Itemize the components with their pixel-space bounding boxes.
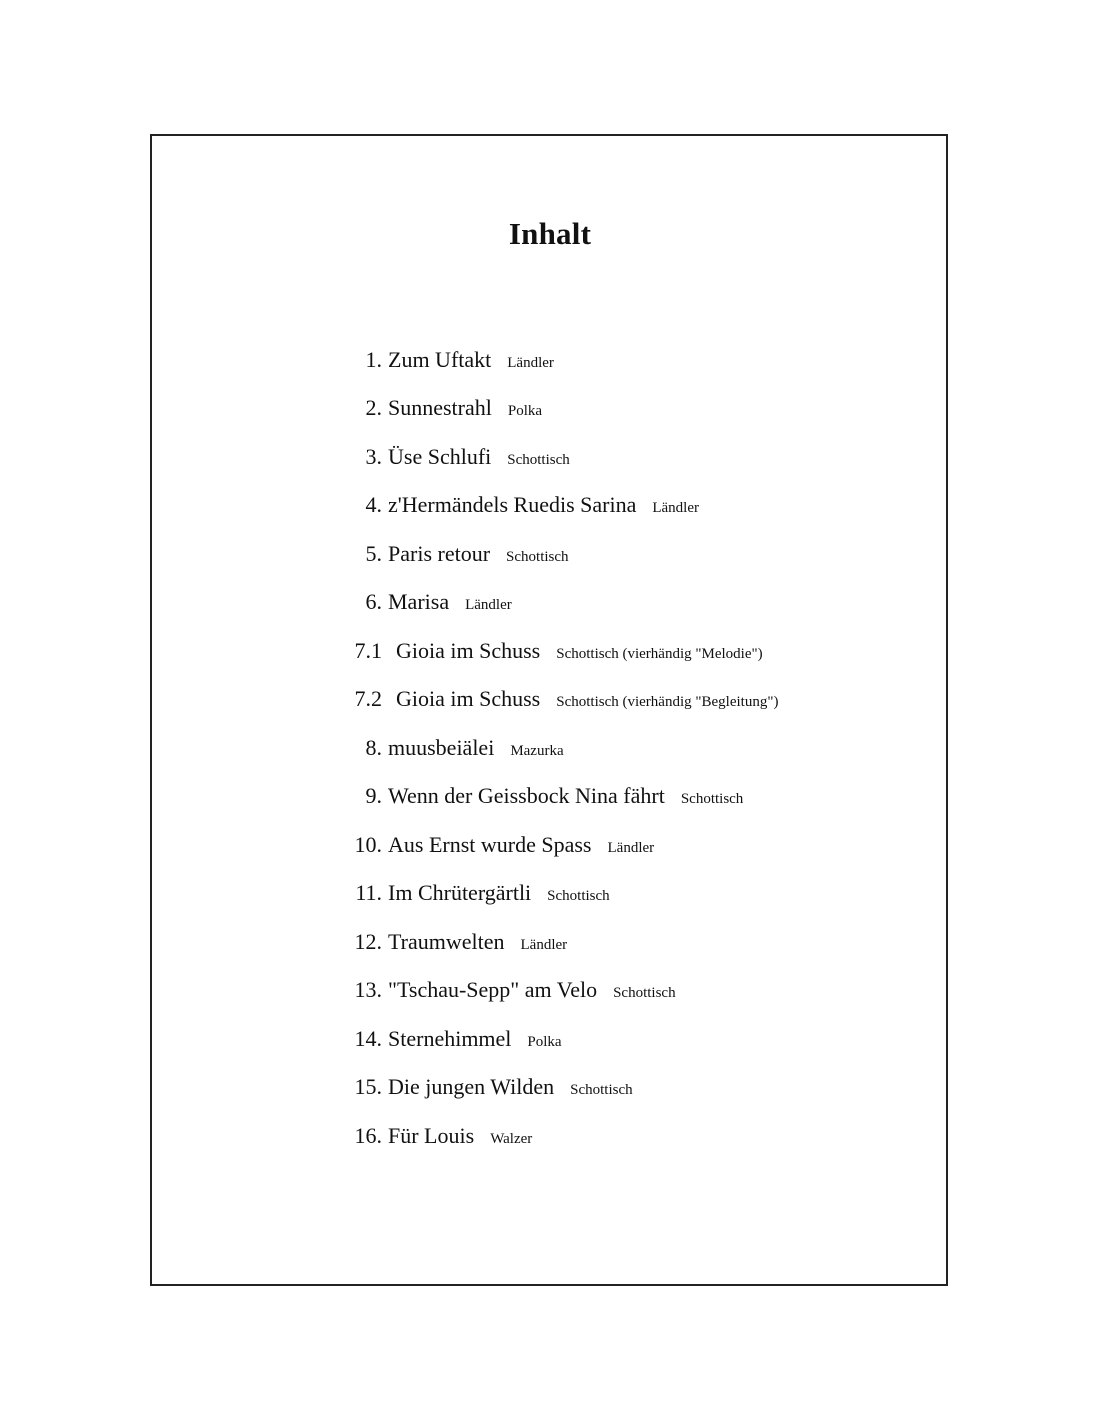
toc-entry-genre: Schottisch (vierhändig "Melodie") [556, 646, 763, 662]
toc-entry-number: 15. [354, 1074, 382, 1099]
toc-entry-number: 7.1 [354, 638, 382, 663]
toc-entry-genre: Ländler [652, 500, 699, 516]
toc-entry [300, 728, 564, 768]
toc-entry [300, 922, 567, 962]
toc-entry-genre: Schottisch (vierhändig "Begleitung") [556, 694, 779, 710]
toc-entry-title: Zum Uftakt [388, 347, 492, 372]
toc-entry-genre: Schottisch [680, 791, 744, 807]
toc-entry-genre: Polka [507, 403, 543, 419]
toc-entry-number: 7.2 [354, 686, 382, 711]
toc-entry-number: 3. [365, 444, 382, 469]
toc-entry-genre: Ländler [607, 840, 655, 856]
toc-entry-title: Aus Ernst wurde Spass [388, 832, 592, 857]
toc-entry-title: Gioia im Schuss [396, 638, 541, 663]
toc-entry-number: 8. [365, 735, 382, 760]
toc-entry [300, 437, 570, 477]
toc-entry-title: Für Louis [388, 1123, 475, 1148]
toc-entry-genre: Ländler [507, 355, 554, 371]
toc-entry-title: "Tschau-Sepp" am Velo [388, 977, 598, 1002]
toc-entry-genre: Ländler [520, 937, 568, 953]
page-title: Inhalt [508, 216, 592, 251]
toc-entry-number: 4. [365, 492, 382, 517]
toc-entry-title: Üse Schlufi [388, 444, 492, 469]
toc-entry [300, 340, 554, 380]
toc-entry [300, 582, 512, 622]
toc-entry-title: Sunnestrahl [388, 395, 492, 420]
toc-entry-genre: Schottisch [613, 985, 676, 1001]
toc-entry-number: 16. [354, 1123, 382, 1148]
toc-entry [300, 1019, 562, 1059]
toc-entry-genre: Schottisch [506, 549, 569, 565]
toc-entry-genre: Ländler [465, 597, 512, 613]
toc-entry-number: 9. [365, 783, 382, 808]
toc-entry-title: Traumwelten [388, 929, 505, 954]
toc-entry [300, 485, 699, 525]
toc-entry-genre: Schottisch [570, 1082, 633, 1098]
toc-entry [300, 631, 763, 671]
toc-entry-title: muusbeiälei [388, 735, 495, 760]
toc-entry [300, 873, 610, 913]
toc-entry [300, 388, 542, 428]
toc-entry [300, 1116, 532, 1156]
toc-entry [300, 534, 569, 574]
toc-entry [300, 679, 778, 719]
toc-entry-number: 12. [354, 929, 382, 954]
toc-entry [300, 1067, 633, 1107]
toc-entry-title: Sternehimmel [388, 1026, 512, 1051]
toc-entry-number: 2. [365, 395, 382, 420]
toc-entry-number: 13. [354, 977, 382, 1002]
toc-entry-genre: Mazurka [510, 743, 564, 759]
toc-entry-number: 11. [355, 880, 382, 905]
toc-entry-number: 14. [354, 1026, 382, 1051]
toc-entry-number: 6. [365, 589, 382, 614]
toc-entry [300, 970, 676, 1010]
toc-entry-number: 1. [365, 347, 382, 372]
toc-entry-title: Paris retour [388, 541, 491, 566]
toc-entry-genre: Schottisch [507, 452, 570, 468]
toc-entry-title: Die jungen Wilden [388, 1074, 555, 1099]
toc-entry [300, 825, 654, 865]
toc-entry-title: Marisa [388, 589, 450, 614]
toc-entry-genre: Schottisch [547, 888, 610, 904]
toc-entry-title: Wenn der Geissbock Nina fährt [388, 783, 665, 808]
toc-entry-title: Im Chrütergärtli [388, 880, 532, 905]
toc-entry-genre: Walzer [490, 1131, 533, 1147]
toc-entry [300, 776, 743, 816]
toc-entry-number: 5. [365, 541, 382, 566]
toc-entry-genre: Polka [527, 1034, 562, 1050]
toc-entry-title: z'Hermändels Ruedis Sarina [388, 492, 637, 517]
toc-entry-number: 10. [354, 832, 382, 857]
toc-entry-title: Gioia im Schuss [396, 686, 541, 711]
